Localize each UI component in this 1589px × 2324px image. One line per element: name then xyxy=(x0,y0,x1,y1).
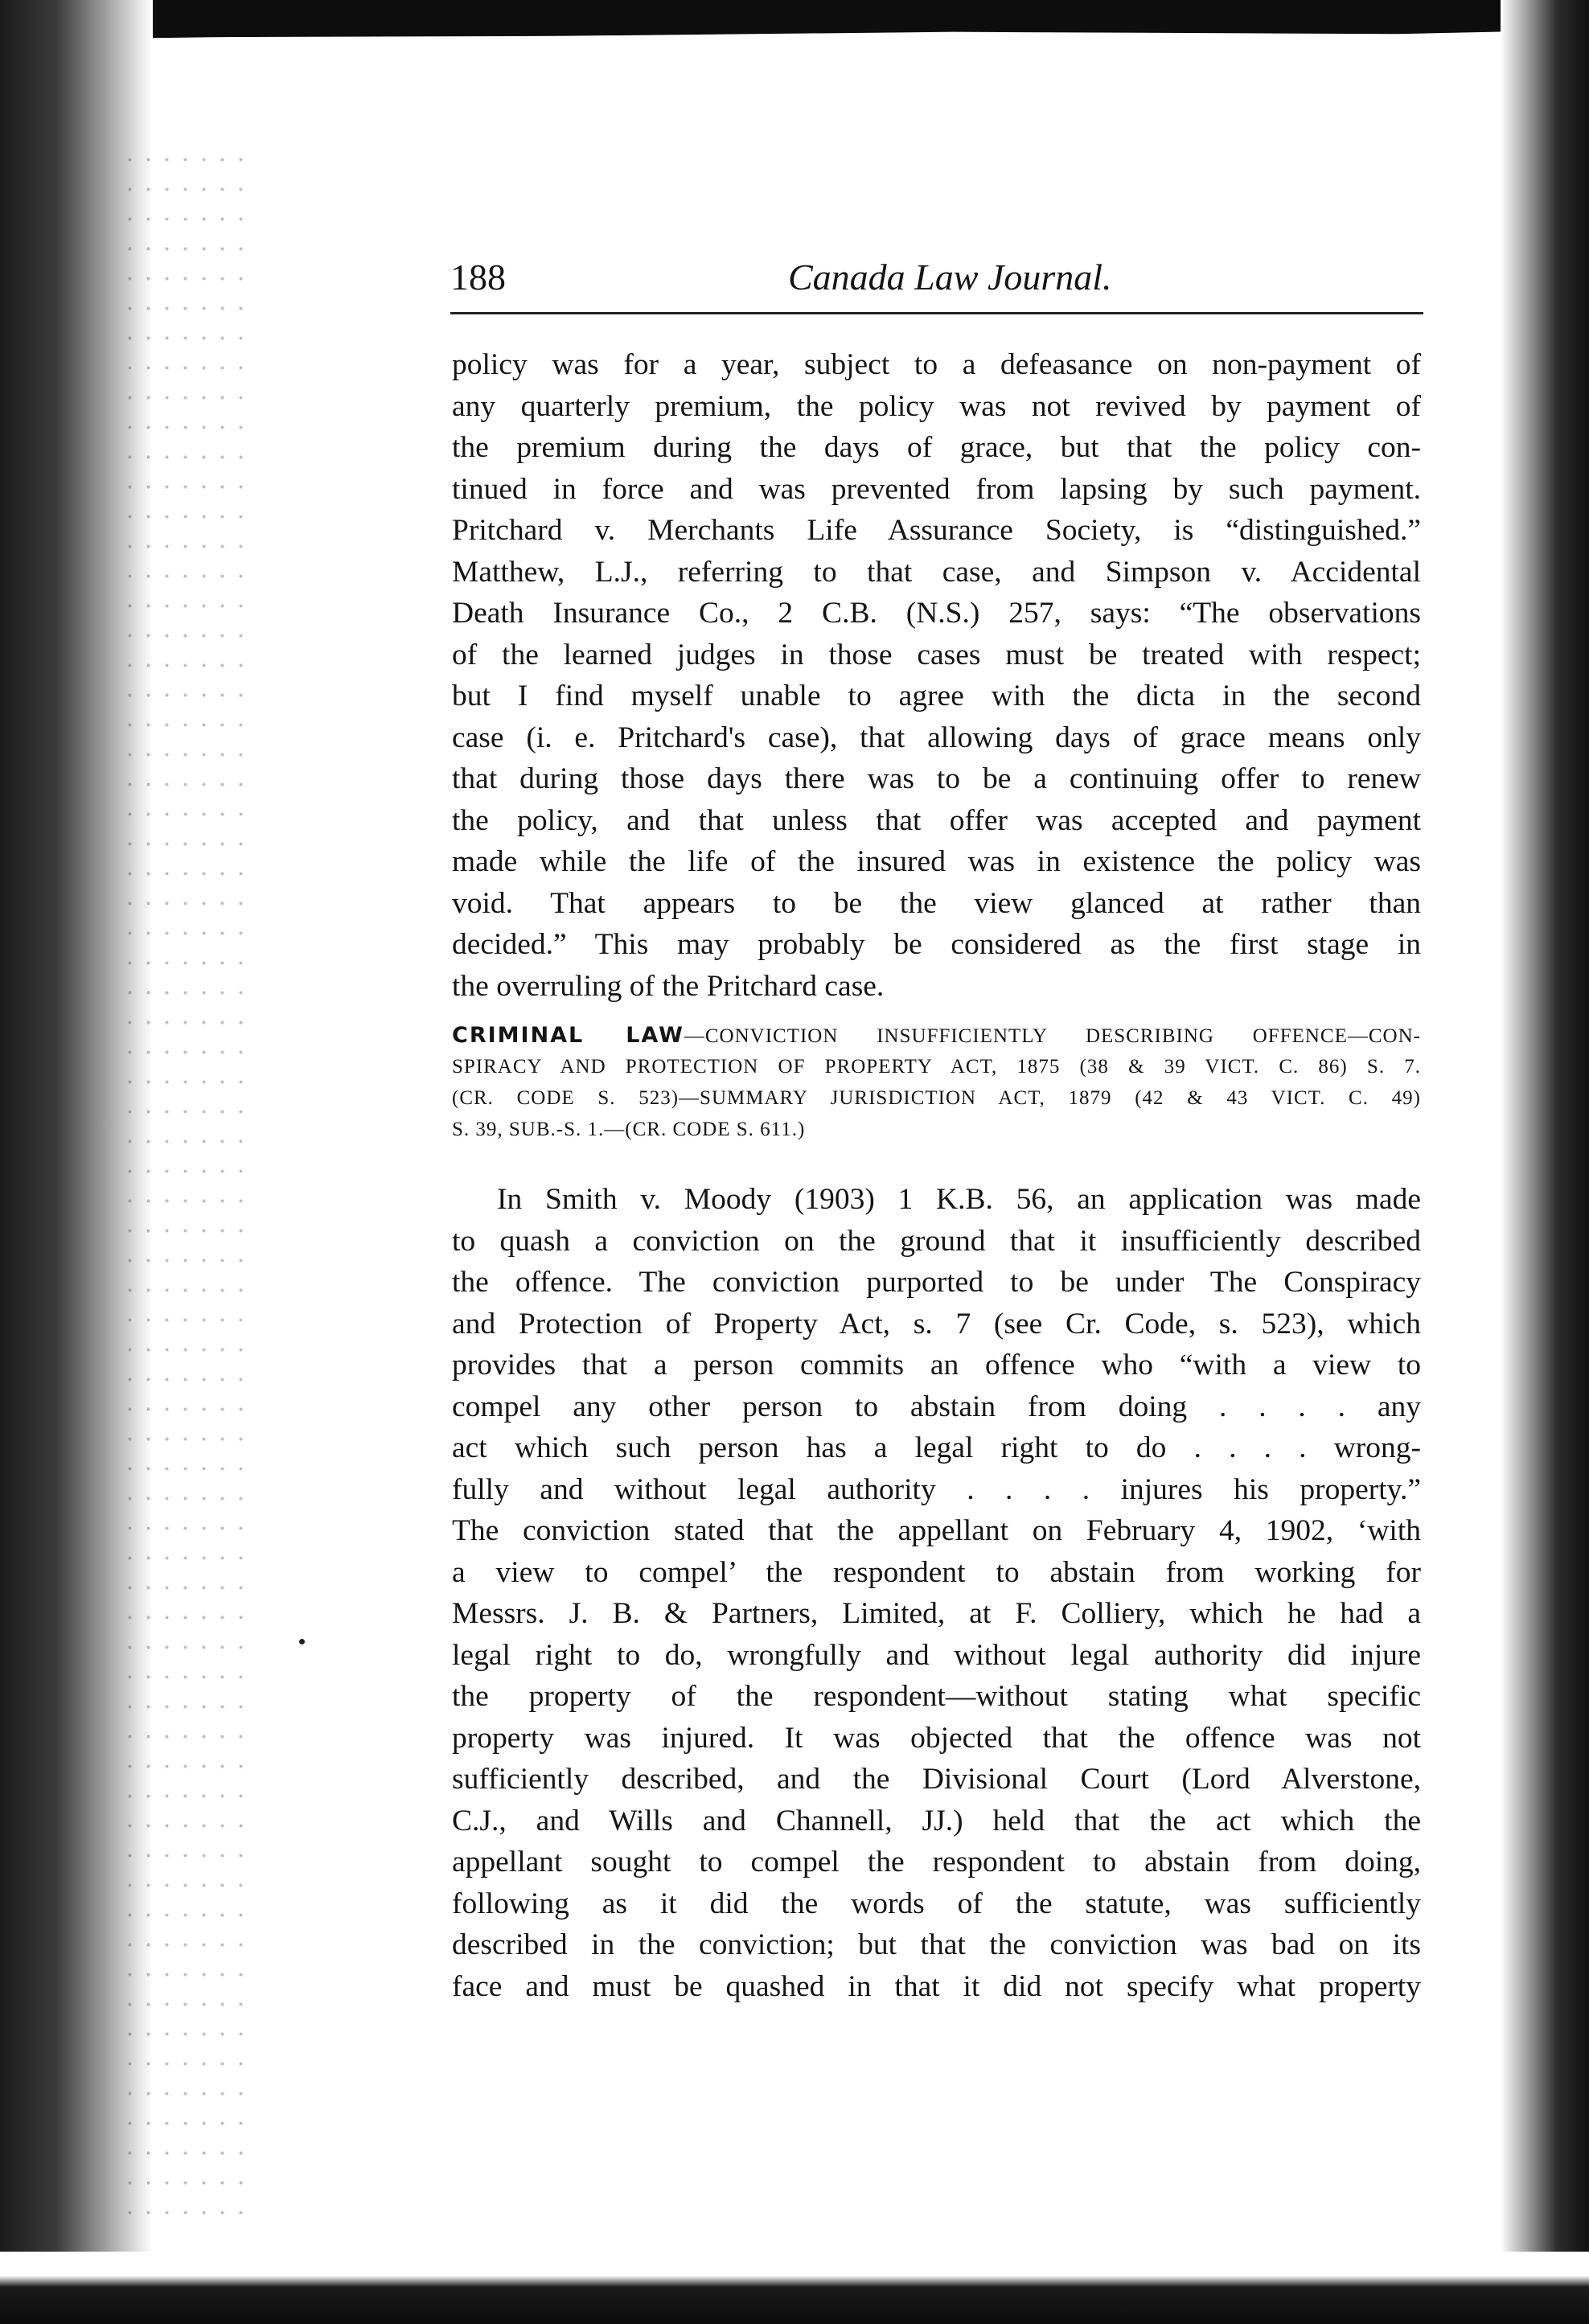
text-line: fully and without legal authority . . . . injures his property.” xyxy=(452,1472,1421,1506)
text-line: the offence. The conviction purported to be under The Conspiracy xyxy=(452,1266,1421,1299)
text-line: policy was for a year, subject to a defeasance on non-payment of xyxy=(452,348,1421,381)
text-line: the property of the respondent—without stating what specific xyxy=(452,1680,1421,1713)
text-line: the premium during the days of grace, but that the policy con- xyxy=(452,431,1421,464)
scan-border-bottom xyxy=(0,2252,1589,2324)
headnote-line: S. 39, SUB.-S. 1.—(CR. CODE S. 611.) xyxy=(452,1119,806,1140)
text-line: the policy, and that unless that offer was accepted and payment xyxy=(452,803,1421,837)
text-line: that during those days there was to be a continuing offer to renew xyxy=(452,762,1421,795)
page-number: 188 xyxy=(450,257,506,298)
text-line: of the learned judges in those cases must be treated with respect; xyxy=(452,638,1421,671)
scan-border-right xyxy=(1501,0,1589,2324)
text-line: act which such person has a legal right to do . . . . wrong- xyxy=(452,1431,1421,1464)
text-line: to quash a conviction on the ground that it insufficiently described xyxy=(452,1224,1421,1258)
paragraph-smith-v-moody xyxy=(452,1179,1421,2007)
text-line: C.J., and Wills and Channell, JJ.) held that the act which the xyxy=(452,1804,1421,1837)
scan-speck xyxy=(299,1639,305,1644)
text-line: The conviction stated that the appellant on February 4, 1902, ‘with xyxy=(452,1514,1421,1547)
text-line: In Smith v. Moody (1903) 1 K.B. 56, an application was made xyxy=(497,1183,1421,1216)
headnote-line: SPIRACY AND PROTECTION OF PROPERTY ACT, 1875 (38 & 39 VICT. C. 86) S. 7. xyxy=(452,1056,1421,1078)
case-headnote xyxy=(452,1020,1421,1145)
running-title: Canada Law Journal. xyxy=(788,257,1112,298)
headnote-line: (CR. CODE S. 523)—SUMMARY JURISDICTION ACT, 1879 (42 & 43 VICT. C. 49) xyxy=(452,1087,1421,1109)
text-line: legal right to do, wrongfully and without legal authority did injure xyxy=(452,1638,1421,1672)
text-line: any quarterly premium, the policy was not revived by payment of xyxy=(452,389,1421,423)
text-line: described in the conviction; but that the conviction was bad on its xyxy=(452,1928,1421,1961)
text-line: sufficiently described, and the Divisional Court (Lord Alverstone, xyxy=(452,1763,1421,1796)
text-line: property was injured. It was objected that the offence was not xyxy=(452,1721,1421,1755)
text-line: decided.” This may probably be considered as the first stage in xyxy=(452,928,1421,961)
text-line: following as it did the words of the statute, was sufficiently xyxy=(452,1887,1421,1920)
text-line: appellant sought to compel the respondent to abstain from doing, xyxy=(452,1846,1421,1878)
text-line: made while the life of the insured was in existence the policy was xyxy=(452,845,1421,878)
headnote-text: —CONVICTION INSUFFICIENTLY DESCRIBING OFFENCE—CON- xyxy=(684,1025,1421,1047)
text-line: Matthew, L.J., referring to that case, and Simpson v. Accidental xyxy=(452,555,1421,589)
text-line: the overruling of the Pritchard case. xyxy=(452,969,885,1003)
headnote-line xyxy=(452,1020,1421,1051)
text-line: void. That appears to be the view glanced at rather than xyxy=(452,886,1421,920)
scan-border-top xyxy=(0,0,1589,51)
text-line: but I find myself unable to agree with the dicta in the second xyxy=(452,680,1421,712)
text-line: face and must be quashed in that it did not specify what property xyxy=(452,1969,1421,2003)
text-line: provides that a person commits an offence who “with a view to xyxy=(452,1349,1421,1382)
scan-noise xyxy=(121,145,249,2236)
text-line: Death Insurance Co., 2 C.B. (N.S.) 257, says: “The observations xyxy=(452,597,1421,630)
text-line: tinued in force and was prevented from lapsing by such payment. xyxy=(452,472,1421,506)
text-line: compel any other person to abstain from doing . . . . any xyxy=(452,1390,1421,1423)
text-line: case (i. e. Pritchard's case), that allowing days of grace means only xyxy=(452,721,1421,754)
text-line: Messrs. J. B. & Partners, Limited, at F. Colliery, which he had a xyxy=(452,1597,1421,1630)
paragraph-policy xyxy=(452,344,1421,1007)
text-line: and Protection of Property Act, s. 7 (see Cr. Code, s. 523), which xyxy=(452,1307,1421,1341)
text-line: a view to compel’ the respondent to abstain from working for xyxy=(452,1555,1421,1589)
page-header xyxy=(450,256,1423,314)
text-line: Pritchard v. Merchants Life Assurance Society, is “distinguished.” xyxy=(452,514,1421,547)
headnote-lead: CRIMINAL LAW xyxy=(452,1023,684,1048)
